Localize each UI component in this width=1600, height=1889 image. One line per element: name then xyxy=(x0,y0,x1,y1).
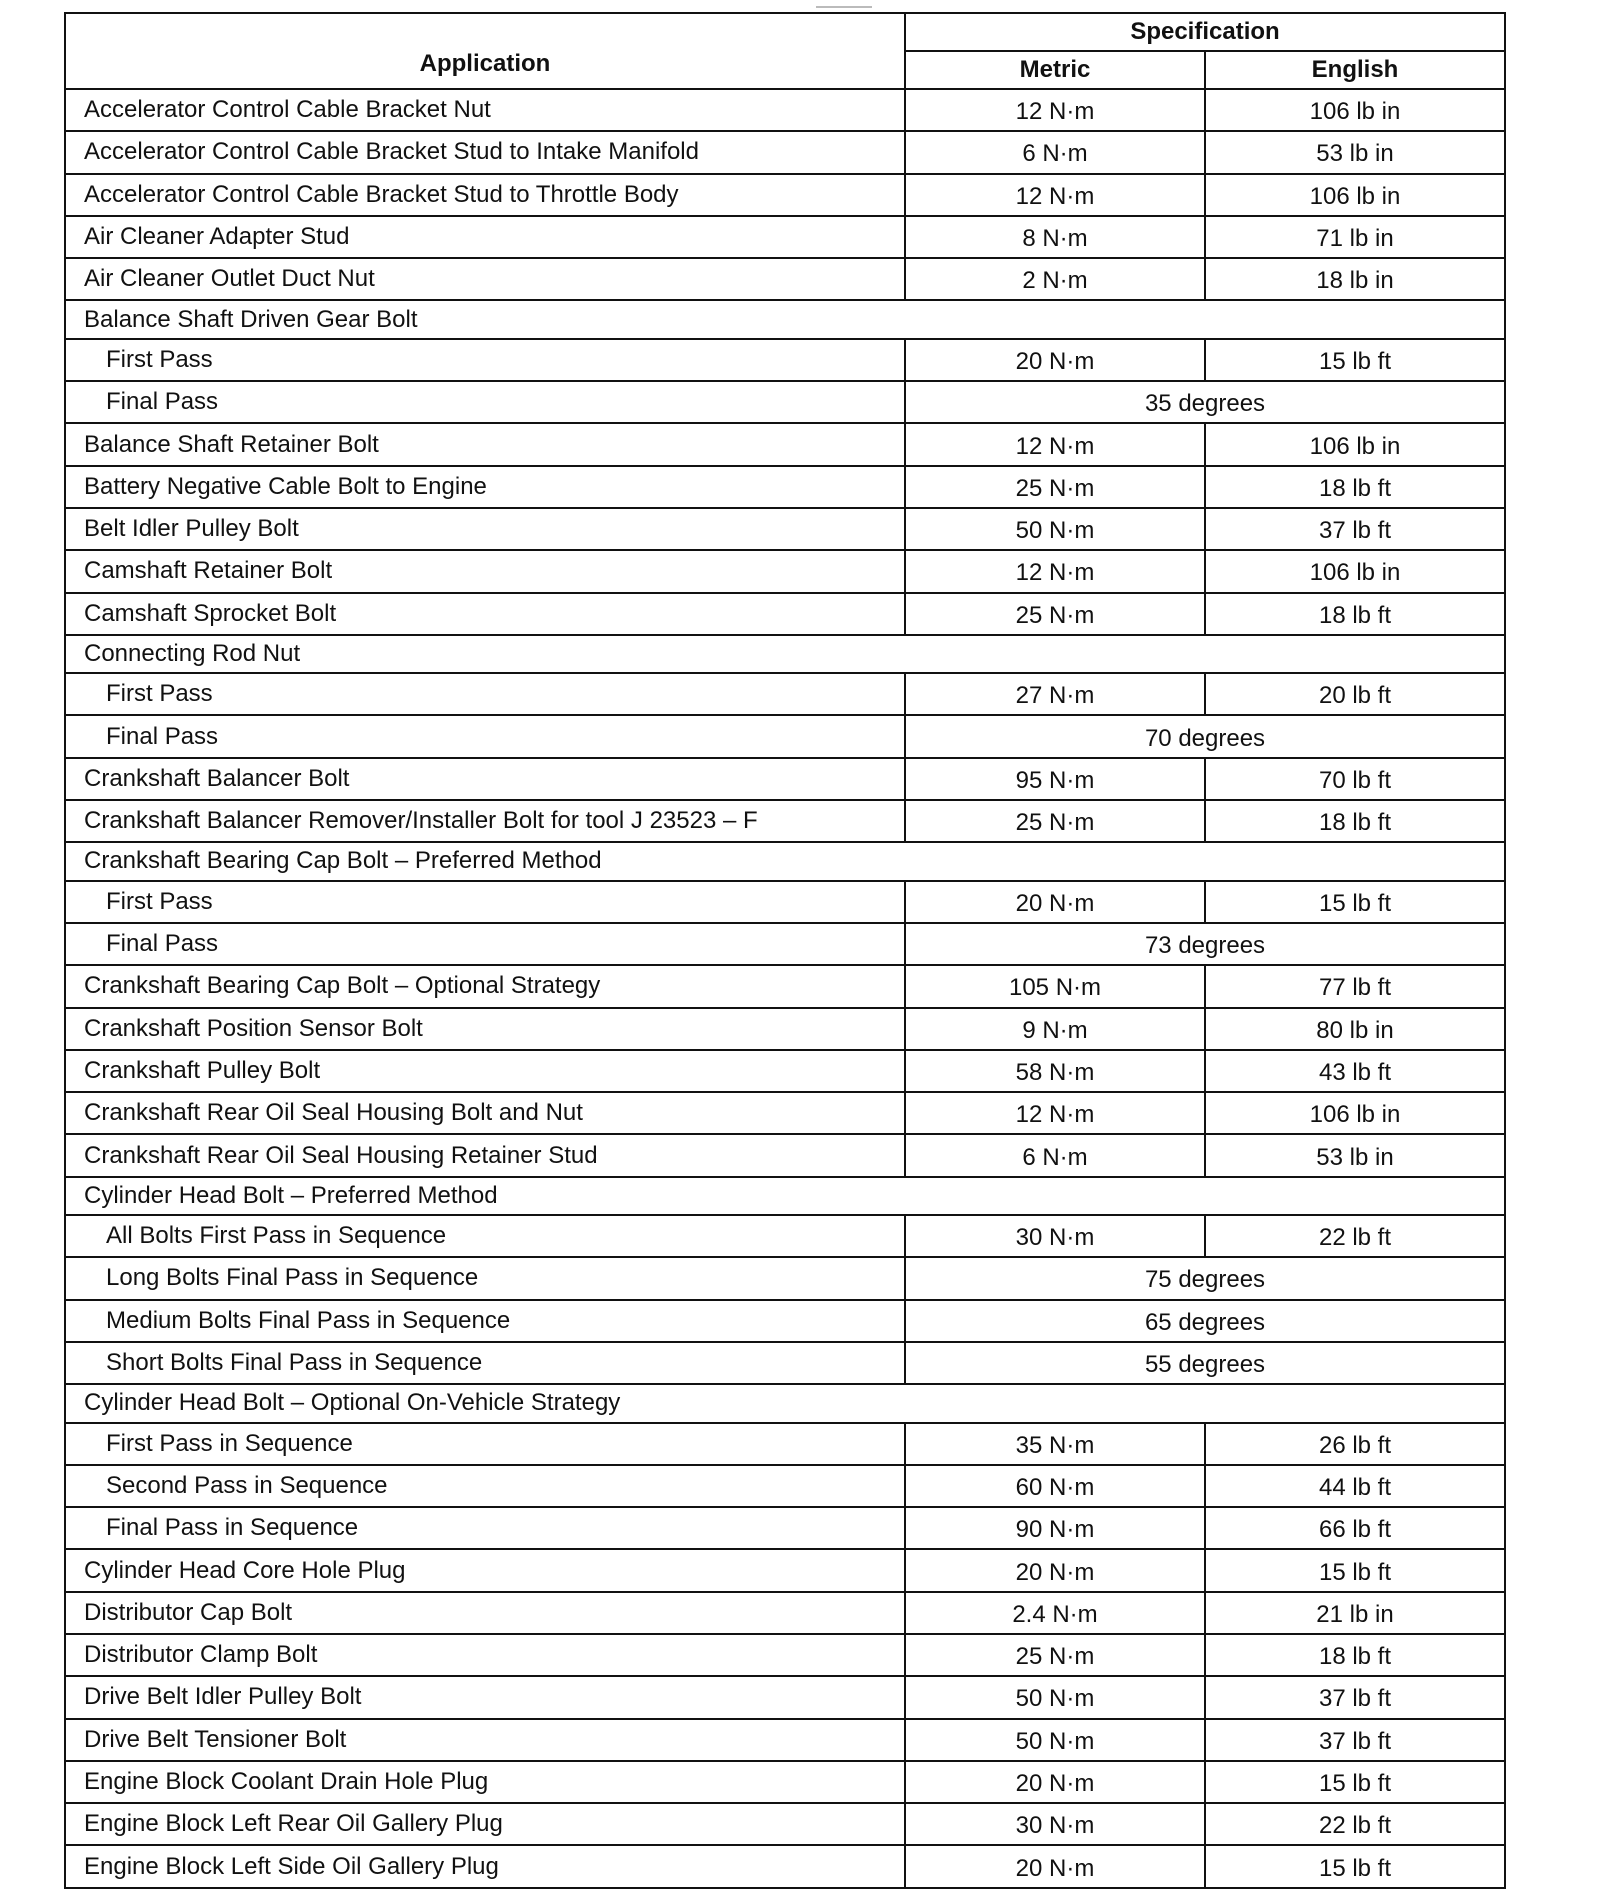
table-row xyxy=(65,923,1505,965)
application-cell: Engine Block Left Side Oil Gallery Plug xyxy=(65,1845,905,1887)
table-row xyxy=(65,466,1505,508)
application-cell: Air Cleaner Adapter Stud xyxy=(65,216,905,258)
english-value-cell: 15 lb ft xyxy=(1205,1845,1505,1887)
english-column-header: English xyxy=(1205,51,1505,89)
application-cell: Crankshaft Balancer Remover/Installer Bolt for tool J 23523 – F xyxy=(65,800,905,842)
table-row xyxy=(65,1257,1505,1299)
table-row xyxy=(65,1008,1505,1050)
application-cell: Engine Block Left Rear Oil Gallery Plug xyxy=(65,1803,905,1845)
group-spacer-cell xyxy=(905,1384,1505,1422)
metric-value-cell: 50 N·m xyxy=(905,1719,1205,1761)
angle-specification-cell: 55 degrees xyxy=(905,1342,1505,1384)
english-value-cell: 15 lb ft xyxy=(1205,1549,1505,1591)
metric-value-cell: 9 N·m xyxy=(905,1008,1205,1050)
table-row xyxy=(65,758,1505,800)
application-cell: Medium Bolts Final Pass in Sequence xyxy=(65,1300,905,1342)
table-group-row xyxy=(65,1384,1505,1422)
table-row xyxy=(65,1676,1505,1718)
table-row xyxy=(65,881,1505,923)
application-cell: Crankshaft Rear Oil Seal Housing Retainer Stud xyxy=(65,1134,905,1176)
application-cell: Accelerator Control Cable Bracket Nut xyxy=(65,89,905,131)
english-value-cell: 37 lb ft xyxy=(1205,1676,1505,1718)
table-row xyxy=(65,508,1505,550)
application-cell: Camshaft Retainer Bolt xyxy=(65,550,905,592)
application-cell: Crankshaft Bearing Cap Bolt – Optional Strategy xyxy=(65,965,905,1007)
application-cell: Battery Negative Cable Bolt to Engine xyxy=(65,466,905,508)
table-row xyxy=(65,1845,1505,1887)
application-cell: Cylinder Head Core Hole Plug xyxy=(65,1549,905,1591)
metric-value-cell: 6 N·m xyxy=(905,131,1205,173)
english-value-cell: 18 lb ft xyxy=(1205,1634,1505,1676)
application-cell: Balance Shaft Driven Gear Bolt xyxy=(65,300,905,338)
metric-value-cell: 27 N·m xyxy=(905,673,1205,715)
metric-value-cell: 25 N·m xyxy=(905,593,1205,635)
application-cell: Connecting Rod Nut xyxy=(65,635,905,673)
english-value-cell: 18 lb in xyxy=(1205,258,1505,300)
english-value-cell: 15 lb ft xyxy=(1205,1761,1505,1803)
metric-value-cell: 12 N·m xyxy=(905,423,1205,465)
metric-value-cell: 20 N·m xyxy=(905,881,1205,923)
english-value-cell: 18 lb ft xyxy=(1205,593,1505,635)
metric-value-cell: 25 N·m xyxy=(905,1634,1205,1676)
table-row xyxy=(65,1215,1505,1257)
metric-value-cell: 50 N·m xyxy=(905,508,1205,550)
application-cell: Balance Shaft Retainer Bolt xyxy=(65,423,905,465)
table-row xyxy=(65,1092,1505,1134)
table-group-row xyxy=(65,300,1505,338)
english-value-cell: 44 lb ft xyxy=(1205,1465,1505,1507)
metric-value-cell: 20 N·m xyxy=(905,339,1205,381)
metric-value-cell: 2.4 N·m xyxy=(905,1592,1205,1634)
english-value-cell: 18 lb ft xyxy=(1205,466,1505,508)
table-row xyxy=(65,381,1505,423)
application-cell: Cylinder Head Bolt – Preferred Method xyxy=(65,1177,905,1215)
metric-value-cell: 25 N·m xyxy=(905,466,1205,508)
table-row xyxy=(65,339,1505,381)
application-cell: Crankshaft Pulley Bolt xyxy=(65,1050,905,1092)
application-cell: Engine Block Coolant Drain Hole Plug xyxy=(65,1761,905,1803)
table-header xyxy=(65,13,1505,89)
metric-value-cell: 30 N·m xyxy=(905,1803,1205,1845)
english-value-cell: 15 lb ft xyxy=(1205,881,1505,923)
english-value-cell: 21 lb in xyxy=(1205,1592,1505,1634)
metric-value-cell: 8 N·m xyxy=(905,216,1205,258)
english-value-cell: 106 lb in xyxy=(1205,174,1505,216)
english-value-cell: 22 lb ft xyxy=(1205,1803,1505,1845)
metric-value-cell: 6 N·m xyxy=(905,1134,1205,1176)
table-row xyxy=(65,800,1505,842)
application-cell: Accelerator Control Cable Bracket Stud to Throttle Body xyxy=(65,174,905,216)
application-cell: Crankshaft Rear Oil Seal Housing Bolt and Nut xyxy=(65,1092,905,1134)
page-edge-mark xyxy=(816,6,872,8)
table-row xyxy=(65,1507,1505,1549)
metric-value-cell: 105 N·m xyxy=(905,965,1205,1007)
application-cell: Crankshaft Position Sensor Bolt xyxy=(65,1008,905,1050)
table-row xyxy=(65,1465,1505,1507)
table-row xyxy=(65,1050,1505,1092)
application-cell: Accelerator Control Cable Bracket Stud to Intake Manifold xyxy=(65,131,905,173)
table-row xyxy=(65,965,1505,1007)
table-row xyxy=(65,1761,1505,1803)
application-cell: Final Pass xyxy=(65,381,905,423)
application-cell: First Pass xyxy=(65,881,905,923)
english-value-cell: 20 lb ft xyxy=(1205,673,1505,715)
group-spacer-cell xyxy=(905,300,1505,338)
english-value-cell: 106 lb in xyxy=(1205,89,1505,131)
table-row xyxy=(65,174,1505,216)
application-cell: Crankshaft Bearing Cap Bolt – Preferred Method xyxy=(65,842,905,880)
metric-value-cell: 90 N·m xyxy=(905,1507,1205,1549)
metric-value-cell: 35 N·m xyxy=(905,1423,1205,1465)
table-row xyxy=(65,89,1505,131)
table-group-row xyxy=(65,1177,1505,1215)
application-cell: Belt Idler Pulley Bolt xyxy=(65,508,905,550)
table-row xyxy=(65,1300,1505,1342)
application-cell: Air Cleaner Outlet Duct Nut xyxy=(65,258,905,300)
specification-column-header: Specification xyxy=(905,13,1505,51)
table-row xyxy=(65,1134,1505,1176)
metric-value-cell: 12 N·m xyxy=(905,550,1205,592)
application-cell: Camshaft Sprocket Bolt xyxy=(65,593,905,635)
application-column-header: Application xyxy=(65,13,905,89)
application-cell: Final Pass xyxy=(65,923,905,965)
metric-value-cell: 58 N·m xyxy=(905,1050,1205,1092)
english-value-cell: 22 lb ft xyxy=(1205,1215,1505,1257)
english-value-cell: 106 lb in xyxy=(1205,423,1505,465)
metric-value-cell: 12 N·m xyxy=(905,174,1205,216)
metric-value-cell: 50 N·m xyxy=(905,1676,1205,1718)
metric-value-cell: 12 N·m xyxy=(905,89,1205,131)
application-cell: Short Bolts Final Pass in Sequence xyxy=(65,1342,905,1384)
table-row xyxy=(65,1719,1505,1761)
table-row xyxy=(65,1549,1505,1591)
english-value-cell: 15 lb ft xyxy=(1205,339,1505,381)
table-row xyxy=(65,1342,1505,1384)
application-cell: Distributor Cap Bolt xyxy=(65,1592,905,1634)
table-row xyxy=(65,715,1505,757)
table-row xyxy=(65,1803,1505,1845)
group-spacer-cell xyxy=(905,635,1505,673)
angle-specification-cell: 65 degrees xyxy=(905,1300,1505,1342)
metric-value-cell: 20 N·m xyxy=(905,1761,1205,1803)
table-row xyxy=(65,550,1505,592)
group-spacer-cell xyxy=(905,842,1505,880)
table-group-row xyxy=(65,842,1505,880)
table-row xyxy=(65,216,1505,258)
english-value-cell: 18 lb ft xyxy=(1205,800,1505,842)
english-value-cell: 43 lb ft xyxy=(1205,1050,1505,1092)
english-value-cell: 53 lb in xyxy=(1205,131,1505,173)
english-value-cell: 80 lb in xyxy=(1205,1008,1505,1050)
application-cell: First Pass xyxy=(65,673,905,715)
english-value-cell: 37 lb ft xyxy=(1205,1719,1505,1761)
application-cell: First Pass xyxy=(65,339,905,381)
application-cell: Distributor Clamp Bolt xyxy=(65,1634,905,1676)
application-cell: Drive Belt Tensioner Bolt xyxy=(65,1719,905,1761)
table-row xyxy=(65,1592,1505,1634)
application-cell: All Bolts First Pass in Sequence xyxy=(65,1215,905,1257)
table-row xyxy=(65,1634,1505,1676)
metric-value-cell: 60 N·m xyxy=(905,1465,1205,1507)
angle-specification-cell: 35 degrees xyxy=(905,381,1505,423)
application-cell: Cylinder Head Bolt – Optional On-Vehicle Strategy xyxy=(65,1384,905,1422)
application-cell: Long Bolts Final Pass in Sequence xyxy=(65,1257,905,1299)
english-value-cell: 37 lb ft xyxy=(1205,508,1505,550)
metric-value-cell: 2 N·m xyxy=(905,258,1205,300)
table-row xyxy=(65,258,1505,300)
english-value-cell: 71 lb in xyxy=(1205,216,1505,258)
application-cell: First Pass in Sequence xyxy=(65,1423,905,1465)
metric-value-cell: 30 N·m xyxy=(905,1215,1205,1257)
english-value-cell: 106 lb in xyxy=(1205,1092,1505,1134)
metric-value-cell: 25 N·m xyxy=(905,800,1205,842)
table-group-row xyxy=(65,635,1505,673)
angle-specification-cell: 73 degrees xyxy=(905,923,1505,965)
angle-specification-cell: 70 degrees xyxy=(905,715,1505,757)
table-row xyxy=(65,423,1505,465)
fastener-torque-table xyxy=(64,12,1506,1889)
english-value-cell: 53 lb in xyxy=(1205,1134,1505,1176)
metric-value-cell: 95 N·m xyxy=(905,758,1205,800)
english-value-cell: 77 lb ft xyxy=(1205,965,1505,1007)
table-row xyxy=(65,131,1505,173)
angle-specification-cell: 75 degrees xyxy=(905,1257,1505,1299)
table-row xyxy=(65,673,1505,715)
english-value-cell: 26 lb ft xyxy=(1205,1423,1505,1465)
application-cell: Second Pass in Sequence xyxy=(65,1465,905,1507)
metric-value-cell: 20 N·m xyxy=(905,1845,1205,1887)
english-value-cell: 70 lb ft xyxy=(1205,758,1505,800)
application-cell: Final Pass in Sequence xyxy=(65,1507,905,1549)
english-value-cell: 106 lb in xyxy=(1205,550,1505,592)
table-row xyxy=(65,1423,1505,1465)
table-row xyxy=(65,593,1505,635)
metric-value-cell: 12 N·m xyxy=(905,1092,1205,1134)
metric-column-header: Metric xyxy=(905,51,1205,89)
fastener-specification-sheet xyxy=(64,12,1506,1889)
metric-value-cell: 20 N·m xyxy=(905,1549,1205,1591)
group-spacer-cell xyxy=(905,1177,1505,1215)
application-cell: Crankshaft Balancer Bolt xyxy=(65,758,905,800)
table-body xyxy=(65,89,1505,1888)
application-cell: Drive Belt Idler Pulley Bolt xyxy=(65,1676,905,1718)
english-value-cell: 66 lb ft xyxy=(1205,1507,1505,1549)
application-cell: Final Pass xyxy=(65,715,905,757)
